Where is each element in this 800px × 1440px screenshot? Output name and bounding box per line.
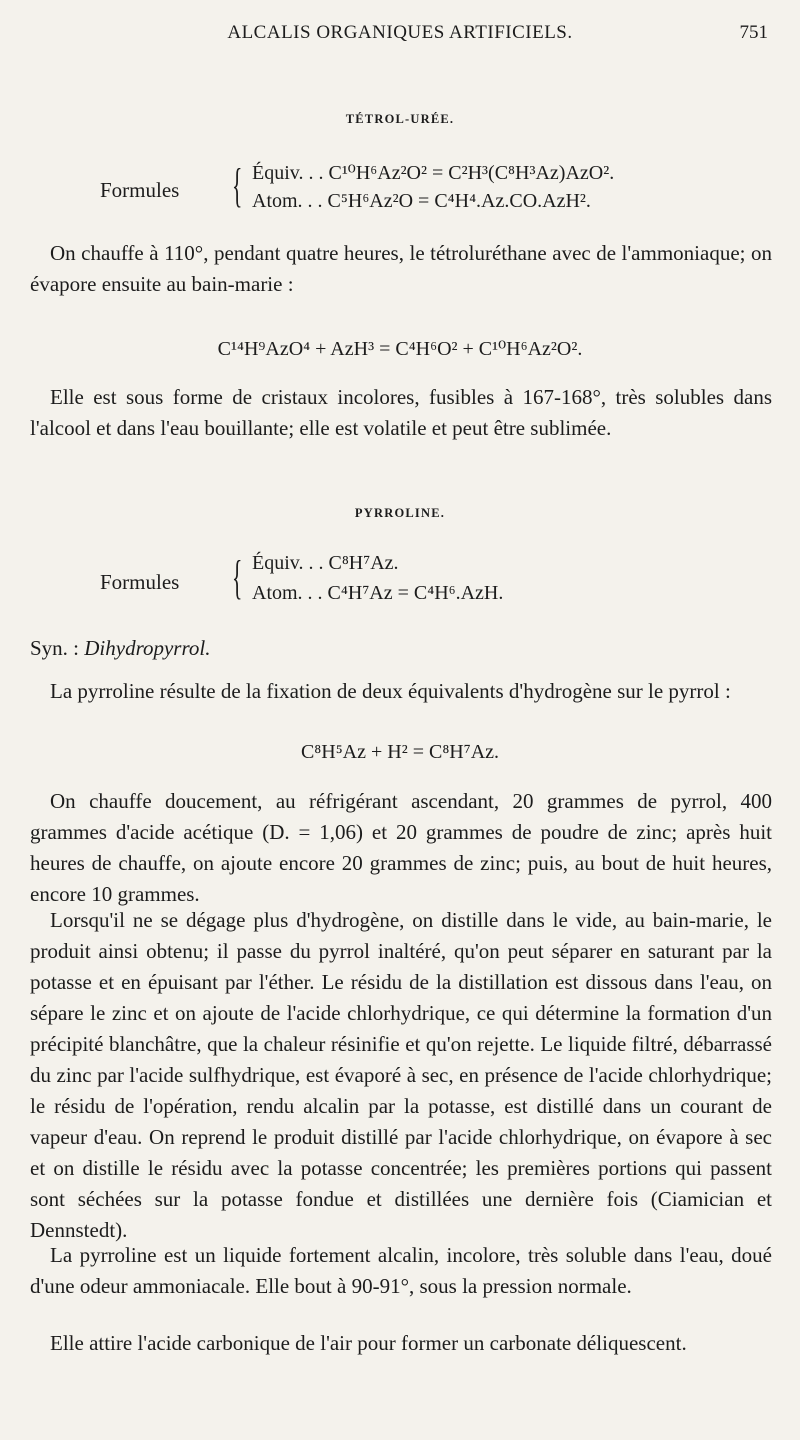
running-header [28, 22, 772, 46]
formula-block-pyrroline [100, 552, 720, 612]
paragraph-tetrol-prep: On chauffe à 110°, pendant quatre heures, le tétroluréthane avec de l'ammoniaque; on évapore ensuite au bain-marie : [30, 241, 772, 296]
synonym-value: Dihydropyrrol. [84, 636, 211, 660]
running-title: ALCALIS ORGANIQUES ARTIFICIELS. [227, 22, 573, 43]
formula-atom: Atom. . . C⁴H⁷Az = C⁴H⁶.AzH. [252, 582, 504, 604]
section-title-pyrroline: PYRROLINE. [354, 506, 446, 520]
equation-tetrol: C¹⁴H⁹AzO⁴ + AzH³ = C⁴H⁶O² + C¹⁰H⁶Az²O². [217, 338, 583, 360]
paragraph-pyrroline-carbonate: Elle attire l'acide carbonique de l'air pour former un carbonate déliquescent. [50, 1331, 687, 1355]
formula-equiv: Équiv. . . C⁸H⁷Az. [252, 552, 399, 574]
paragraph-pyrroline-properties: La pyrroline est un liquide fortement alcalin, incolore, très soluble dans l'eau, doué d'une odeur ammoniacale. Elle bout à 90-91°, sous la pression normale. [30, 1243, 772, 1298]
formula-block-tetrol [100, 160, 720, 220]
formula-equiv: Équiv. . . C¹⁰H⁶Az²O² = C²H³(C⁸H³Az)AzO². [252, 162, 615, 184]
paragraph-pyrroline-intro: La pyrroline résulte de la fixation de deux équivalents d'hydrogène sur le pyrrol : [50, 679, 731, 703]
synonym-line [30, 636, 210, 661]
paragraph-pyrroline-distill: Lorsqu'il ne se dégage plus d'hydrogène, on distille dans le vide, au bain-marie, le produit ainsi obtenu; il passe du pyrrol inaltéré, qu'on peut séparer en saturant par la potasse et en épuisant par l'éther. Le résidu de la distillation est dissous dans l'eau, on sépare le zinc et on ajoute de l'acide chlorhydrique, ce qui détermine la formation d'un précipité blanchâtre, que la chaleur résinifie et qu'on rejette. Le liquide filtré, débarrassé du zinc par l'acide sulfhydrique, est évaporé à sec, en présence de l'acide chlorhydrique; le résidu de l'opération, rendu alcalin par la potasse, est distillé dans un courant de vapeur d'eau. On reprend le produit distillé par l'acide chlorhydrique, on évapore à sec et on distille le résidu avec la potasse concentrée; les premières portions qui passent sont séchées sur la potasse fondue et distillées une dernière fois (Ciamician et Dennstedt). [30, 908, 772, 1242]
formula-atom: Atom. . . C⁵H⁶Az²O = C⁴H⁴.Az.CO.AzH². [252, 190, 591, 212]
brace-symbol: { [232, 551, 243, 604]
synonym-label: Syn. : [30, 636, 85, 660]
equation-pyrroline: C⁸H⁵Az + H² = C⁸H⁷Az. [300, 741, 500, 763]
paragraph-tetrol-properties: Elle est sous forme de cristaux incolores, fusibles à 167-168°, très solubles dans l'alcool et dans l'eau bouillante; elle est volatile et peut être sublimée. [30, 385, 772, 440]
brace-symbol: { [232, 159, 243, 212]
page-number: 751 [739, 22, 768, 43]
formula-label: Formules [100, 178, 180, 202]
formula-label: Formules [100, 570, 180, 594]
paragraph-pyrroline-prep: On chauffe doucement, au réfrigérant ascendant, 20 grammes de pyrrol, 400 grammes d'acide acétique (D. = 1,06) et 20 grammes de poudre de zinc; après huit heures de chauffe, on ajoute encore 20 grammes de zinc; puis, au bout de huit heures, encore 10 grammes. [30, 789, 772, 906]
section-title-tetrol-uree: TÉTROL-URÉE. [345, 112, 455, 126]
